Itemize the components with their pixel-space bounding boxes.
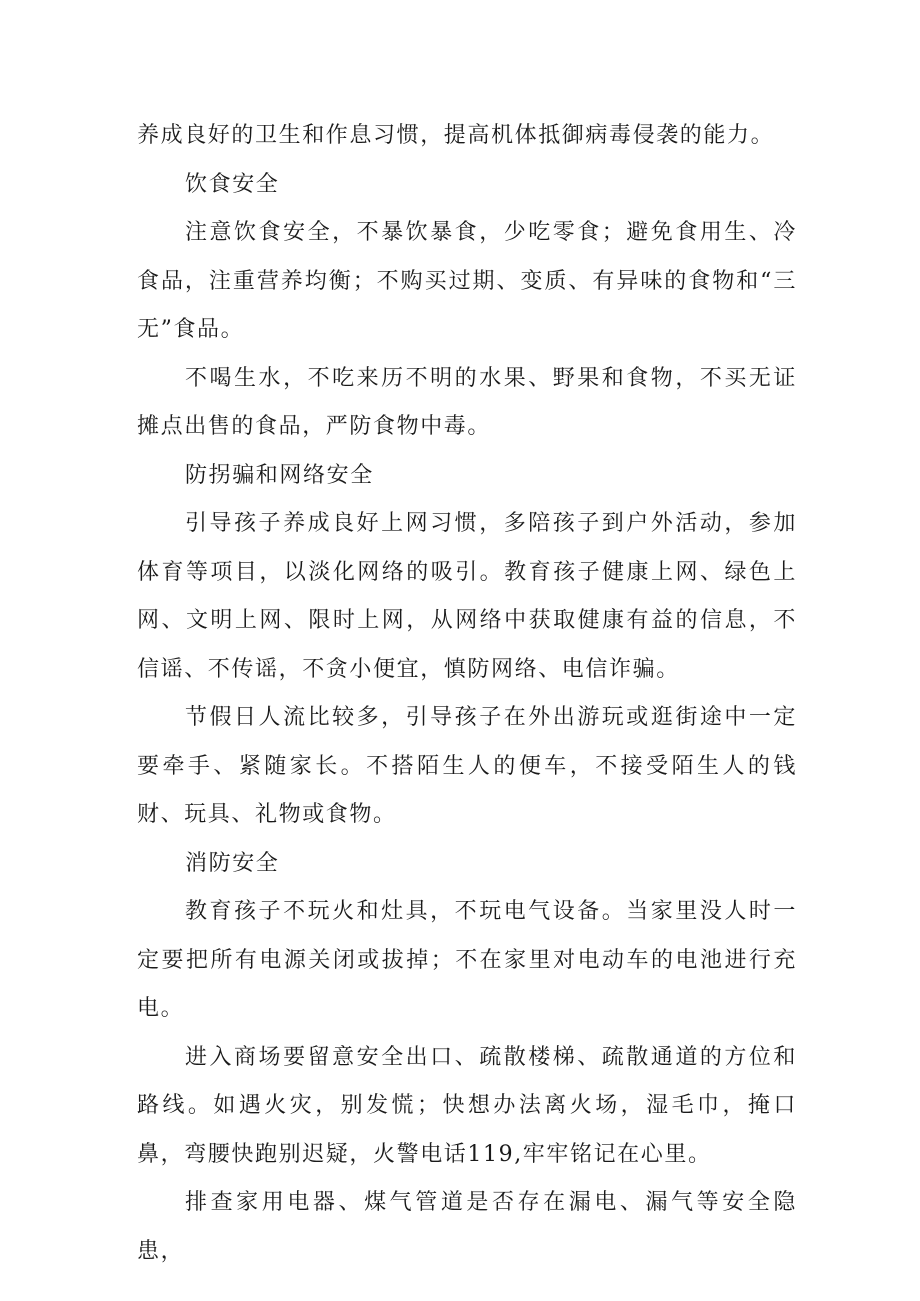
section-heading-food-safety: 饮食安全 [185,171,280,197]
document-body [137,112,797,1276]
paragraph: 进入商场要留意安全出口、疏散楼梯、疏散通道的方位和路线。如遇火灾，别发慌；快想办法离火场，湿毛巾，掩口鼻，弯腰快跑别迟疑，火警电话119,牢牢铭记在心里。 [137,1044,797,1167]
paragraph: 不喝生水，不吃来历不明的水果、野果和食物，不买无证摊点出售的食品，严防食物中毒。 [137,365,797,439]
paragraph: 教育孩子不玩火和灶具，不玩电气设备。当家里没人时一定要把所有电源关闭或拔掉；不在家里对电动车的电池进行充电。 [137,899,797,1021]
paragraph: 注意饮食安全，不暴饮暴食，少吃零食；避免食用生、冷食品，注重营养均衡；不购买过期、变质、有异味的食物和“三无”食品。 [137,220,797,342]
paragraph: 节假日人流比较多，引导孩子在外出游玩或逛街途中一定要牵手、紧随家长。不搭陌生人的便车，不接受陌生人的钱财、玩具、礼物或食物。 [137,705,797,827]
paragraph: 引导孩子养成良好上网习惯，多陪孩子到户外活动，参加体育等项目，以淡化网络的吸引。教育孩子健康上网、绿色上网、文明上网、限时上网，从网络中获取健康有益的信息，不信谣、不传谣，不贪小便宜，慎防网络、电信诈骗。 [137,511,797,682]
paragraph: 排查家用电器、煤气管道是否存在漏电、漏气等安全隐患， [137,1190,797,1264]
paragraph-continuation: 养成良好的卫生和作息习惯，提高机体抵御病毒侵袭的能力。 [137,123,775,148]
section-heading-anti-abduction-network-safety: 防拐骗和网络安全 [185,462,374,488]
section-heading-fire-safety: 消防安全 [185,850,280,876]
